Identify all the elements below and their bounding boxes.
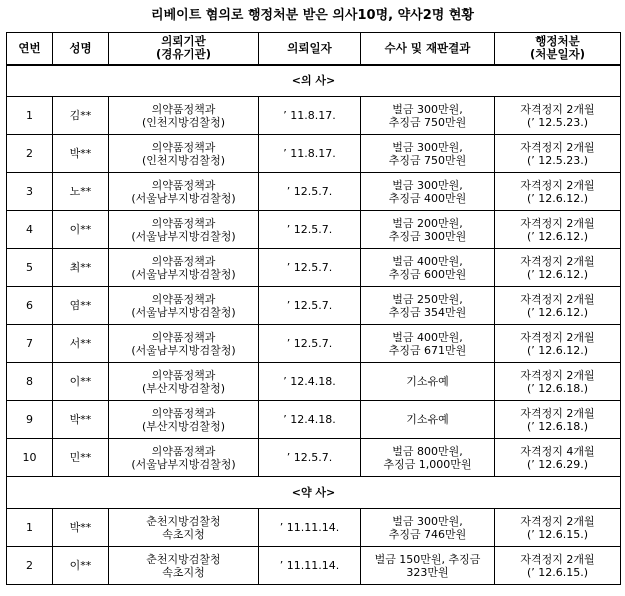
row-result [361, 439, 495, 477]
row-action [495, 401, 621, 439]
row-action [495, 547, 621, 585]
row-agency [109, 135, 259, 173]
row-date: ’ 12.5.7. [259, 173, 361, 211]
row-action [495, 325, 621, 363]
row-result-line: 323만원 [406, 565, 449, 579]
row-action-line: (’ 12.6.12.) [526, 267, 589, 281]
row-agency-line: 의약품정책과 [151, 178, 216, 192]
table-body [7, 65, 621, 585]
table-row [7, 249, 621, 287]
row-name: 최** [53, 249, 109, 287]
row-action-line: (’ 12.6.12.) [526, 343, 589, 357]
disciplinary-table [6, 32, 621, 585]
header-line: (경유기관) [156, 47, 211, 62]
row-agency-line: (부산지방검찰청) [142, 419, 225, 433]
header-line: 수사 및 재판결과 [384, 40, 471, 55]
row-result [361, 249, 495, 287]
row-agency [109, 439, 259, 477]
row-agency [109, 249, 259, 287]
header-line: 의뢰일자 [287, 40, 332, 55]
row-agency-line: 춘천지방검찰청 [146, 552, 221, 566]
row-no: 9 [7, 401, 53, 439]
section-row [7, 65, 621, 97]
row-no: 1 [7, 97, 53, 135]
row-date: ’ 12.5.7. [259, 287, 361, 325]
row-agency-line: (서울남부지방검찰청) [131, 267, 236, 281]
row-agency [109, 363, 259, 401]
row-result [361, 97, 495, 135]
date-header [259, 33, 361, 65]
row-name: 이** [53, 363, 109, 401]
section-label: <약 사> [7, 477, 621, 509]
row-action-line: (’ 12.6.12.) [526, 229, 589, 243]
row-date: ’ 12.4.18. [259, 401, 361, 439]
row-action-line: 자격정지 2개월 [520, 178, 595, 192]
row-agency [109, 211, 259, 249]
row-agency-line: (인천지방검찰청) [142, 153, 225, 167]
row-result-line: 추징금 354만원 [388, 305, 467, 319]
row-action-line: (’ 12.6.15.) [526, 565, 589, 579]
row-name: 서** [53, 325, 109, 363]
table-row [7, 547, 621, 585]
row-date: ’ 11.11.14. [259, 547, 361, 585]
row-result-line: 추징금 300만원 [388, 229, 467, 243]
row-action [495, 135, 621, 173]
row-no: 2 [7, 135, 53, 173]
table-row [7, 97, 621, 135]
row-result-line: 벌금 150만원, 추징금 [374, 552, 481, 566]
row-action-line: (’ 12.5.23.) [526, 115, 589, 129]
row-agency-line: (서울남부지방검찰청) [131, 191, 236, 205]
row-result-line: 벌금 300만원, [392, 102, 463, 116]
row-action-line: 자격정지 2개월 [520, 140, 595, 154]
row-action [495, 249, 621, 287]
row-agency-line: 의약품정책과 [151, 140, 216, 154]
row-action [495, 97, 621, 135]
table-row [7, 287, 621, 325]
row-result-line: 벌금 250만원, [392, 292, 463, 306]
row-date: ’ 11.8.17. [259, 135, 361, 173]
row-action-line: (’ 12.6.15.) [526, 527, 589, 541]
row-action [495, 363, 621, 401]
row-agency [109, 509, 259, 547]
row-action-line: 자격정지 2개월 [520, 216, 595, 230]
no-header [7, 33, 53, 65]
action-header [495, 33, 621, 65]
row-result-line: 벌금 800만원, [392, 444, 463, 458]
row-action [495, 211, 621, 249]
row-agency-line: 의약품정책과 [151, 444, 216, 458]
row-name: 이** [53, 211, 109, 249]
table-row [7, 173, 621, 211]
row-action [495, 509, 621, 547]
row-agency-line: 속초지청 [162, 565, 205, 579]
row-action-line: (’ 12.6.12.) [526, 191, 589, 205]
table-row [7, 439, 621, 477]
row-result-line: 추징금 671만원 [388, 343, 467, 357]
row-agency-line: 의약품정책과 [151, 406, 216, 420]
header-line: 행정처분 [535, 34, 580, 49]
row-action-line: 자격정지 2개월 [520, 102, 595, 116]
row-agency [109, 173, 259, 211]
page-title: 리베이트 혐의로 행정처분 받은 의사10명, 약사2명 현황 [151, 8, 474, 23]
row-name: 이** [53, 547, 109, 585]
row-result-line: 벌금 300만원, [392, 514, 463, 528]
agency-header [109, 33, 259, 65]
row-result-line: 벌금 300만원, [392, 140, 463, 154]
row-result [361, 211, 495, 249]
row-result-line: 추징금 1,000만원 [383, 457, 472, 471]
row-no: 8 [7, 363, 53, 401]
row-name: 박** [53, 509, 109, 547]
row-result-line: 추징금 750만원 [388, 153, 467, 167]
result-header [361, 33, 495, 65]
table-row [7, 211, 621, 249]
row-agency [109, 325, 259, 363]
row-agency-line: (서울남부지방검찰청) [131, 229, 236, 243]
header-line: (처분일자) [530, 47, 585, 62]
row-result-line: 벌금 300만원, [392, 178, 463, 192]
row-action-line: 자격정지 2개월 [520, 368, 595, 382]
row-action-line: 자격정지 2개월 [520, 292, 595, 306]
row-agency-line: (서울남부지방검찰청) [131, 343, 236, 357]
row-action-line: (’ 12.6.18.) [526, 419, 589, 433]
row-result-line: 기소유예 [406, 413, 449, 426]
row-date: ’ 11.8.17. [259, 97, 361, 135]
row-agency-line: (서울남부지방검찰청) [131, 305, 236, 319]
row-no: 2 [7, 547, 53, 585]
row-result [361, 135, 495, 173]
row-date: ’ 12.5.7. [259, 211, 361, 249]
row-name: 박** [53, 135, 109, 173]
row-result [361, 547, 495, 585]
row-agency-line: 의약품정책과 [151, 368, 216, 382]
header-row [7, 33, 621, 65]
section-row [7, 477, 621, 509]
header-line: 연번 [18, 40, 41, 55]
row-agency-line: (인천지방검찰청) [142, 115, 225, 129]
row-action-line: 자격정지 4개월 [520, 444, 595, 458]
row-result-line: 추징금 600만원 [388, 267, 467, 281]
header-line: 의뢰기관 [161, 34, 206, 49]
row-agency [109, 287, 259, 325]
row-result-line: 추징금 750만원 [388, 115, 467, 129]
table-row [7, 401, 621, 439]
row-agency-line: 의약품정책과 [151, 102, 216, 116]
row-agency-line: 춘천지방검찰청 [146, 514, 221, 528]
row-agency-line: 의약품정책과 [151, 292, 216, 306]
row-action-line: (’ 12.6.12.) [526, 305, 589, 319]
row-date: ’ 12.5.7. [259, 325, 361, 363]
row-no: 7 [7, 325, 53, 363]
row-action-line: 자격정지 2개월 [520, 254, 595, 268]
row-date: ’ 12.5.7. [259, 249, 361, 287]
row-agency [109, 97, 259, 135]
row-action [495, 439, 621, 477]
row-action [495, 173, 621, 211]
row-result [361, 509, 495, 547]
row-result-line: 추징금 400만원 [388, 191, 467, 205]
row-agency-line: 의약품정책과 [151, 216, 216, 230]
row-action-line: 자격정지 2개월 [520, 514, 595, 528]
row-result [361, 401, 495, 439]
row-agency-line: (서울남부지방검찰청) [131, 457, 236, 471]
section-label: <의 사> [7, 65, 621, 97]
table-row [7, 363, 621, 401]
row-result [361, 173, 495, 211]
row-date: ’ 12.5.7. [259, 439, 361, 477]
row-agency-line: 의약품정책과 [151, 254, 216, 268]
row-name: 노** [53, 173, 109, 211]
row-result [361, 325, 495, 363]
row-no: 4 [7, 211, 53, 249]
row-date: ’ 11.11.14. [259, 509, 361, 547]
row-name: 민** [53, 439, 109, 477]
row-agency [109, 547, 259, 585]
table-row [7, 325, 621, 363]
row-no: 1 [7, 509, 53, 547]
row-no: 3 [7, 173, 53, 211]
header-line: 성명 [69, 40, 92, 55]
row-result-line: 추징금 746만원 [388, 527, 467, 541]
row-agency-line: 속초지청 [162, 527, 205, 541]
row-action-line: (’ 12.6.18.) [526, 381, 589, 395]
row-name: 박** [53, 401, 109, 439]
row-no: 5 [7, 249, 53, 287]
row-agency [109, 401, 259, 439]
row-action-line: (’ 12.6.29.) [526, 457, 589, 471]
row-result-line: 벌금 200만원, [392, 216, 463, 230]
row-name: 염** [53, 287, 109, 325]
row-name: 김** [53, 97, 109, 135]
name-header [53, 33, 109, 65]
row-date: ’ 12.4.18. [259, 363, 361, 401]
row-action-line: 자격정지 2개월 [520, 406, 595, 420]
row-action-line: 자격정지 2개월 [520, 552, 595, 566]
table-row [7, 509, 621, 547]
row-no: 6 [7, 287, 53, 325]
row-result [361, 363, 495, 401]
row-agency-line: (부산지방검찰청) [142, 381, 225, 395]
row-action-line: (’ 12.5.23.) [526, 153, 589, 167]
row-agency-line: 의약품정책과 [151, 330, 216, 344]
row-action-line: 자격정지 2개월 [520, 330, 595, 344]
row-action [495, 287, 621, 325]
row-result-line: 벌금 400만원, [392, 330, 463, 344]
row-result-line: 벌금 400만원, [392, 254, 463, 268]
row-result-line: 기소유예 [406, 375, 449, 388]
row-result [361, 287, 495, 325]
table-row [7, 135, 621, 173]
row-no: 10 [7, 439, 53, 477]
